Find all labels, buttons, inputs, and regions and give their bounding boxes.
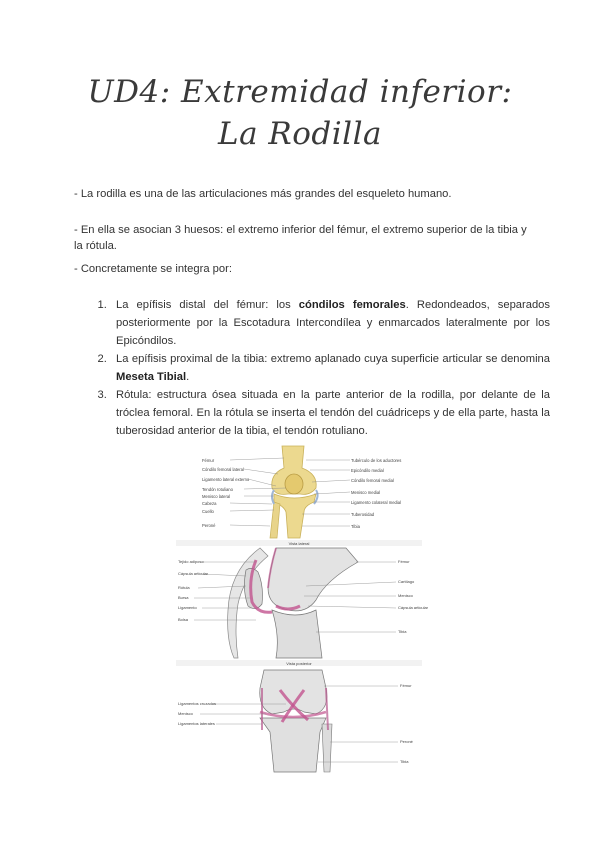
fig2-label: Cartílago [398,579,415,584]
fig1-label: Cóndilo femoral medial [351,478,394,483]
knee-posterior-figure [176,660,422,772]
fig1-label: Tubérculo de los aductores [351,458,402,463]
numbered-list [88,296,550,440]
fig3-label: Ligamentos cruzados [178,701,217,706]
fig1-label: Tendón rotuliano [202,487,233,492]
fig2-label: Bolsa [178,617,189,622]
fig1-label: Peroné [202,523,216,528]
fig2-label: Menisco [398,593,413,598]
knee-lateral-figure [176,540,429,658]
list-item: 2. La epífisis proximal de la tibia: extremo aplanado cuya superficie articular se denomina Meseta Tibial. [110,350,550,386]
fig1-label: Menisco lateral [202,494,231,499]
fig3-label: Fémur [400,683,412,688]
bullet-2: - En ella se asocian 3 huesos: el extremo inferior del fémur, el extremo superior de la tibia y la rótula. [74,224,527,252]
fig3-label: Tibia [400,759,409,764]
fig1-label: Tuberosidad [351,512,375,517]
fig3-label: Ligamentos laterales [178,721,215,726]
fig2-label: Bursa [178,595,189,600]
fig1-label: Epicóndilo medial [351,468,384,473]
fig2-label: Cápsula articular [398,605,429,610]
list-item: 3. Rótula: estructura ósea situada en la parte anterior de la rodilla, por delante de la tróclea femoral. En la rótula se inserta el tendón del cuádriceps y de ella parte, hasta la tuberosidad anterior de la tibia, el tendón rotuliano. [110,386,550,440]
knee-anterior-figure [200,446,402,538]
title-line-1: UD4: Extremidad inferior: [87,74,513,110]
fig1-label: Ligamento lateral externo [202,477,250,482]
bullet-3: - Concretamente se integra por: [74,263,232,275]
fig2-title: Vista lateral [288,541,310,546]
fig1-label: Cóndilo femoral lateral [202,467,244,472]
title-line-2: La Rodilla [218,116,382,152]
bullet-1: - La rodilla es una de las articulaciones más grandes del esqueleto humano. [74,188,452,200]
fig1-label: Ligamento colateral medial [351,500,402,505]
fig1-label: Cabeza [202,501,217,506]
fig1-label: Fémur [202,458,215,463]
fig3-label: Menisco [178,711,193,716]
fig2-label: Cápsula articular [178,571,209,576]
fig3-label: Peroné [400,739,413,744]
fig3-title: Vista posterior [286,661,312,666]
list-item: 1. La epífisis distal del fémur: los cóndilos femorales. Redondeados, separados posteriormente por la Escotadura Intercondílea y enmarcados lateralmente por los Epicóndilos. [110,296,550,350]
fig2-label: Ligamento [178,605,197,610]
fig1-label: Menisco medial [351,490,381,495]
fig2-label: Fémur [398,559,410,564]
fig2-label: Tibia [398,629,407,634]
fig1-label: Tibia [351,524,360,529]
fig2-label: Rótula [178,585,190,590]
fig2-label: Tejido adiposo [178,559,204,564]
fig1-label: Cuello [202,509,214,514]
